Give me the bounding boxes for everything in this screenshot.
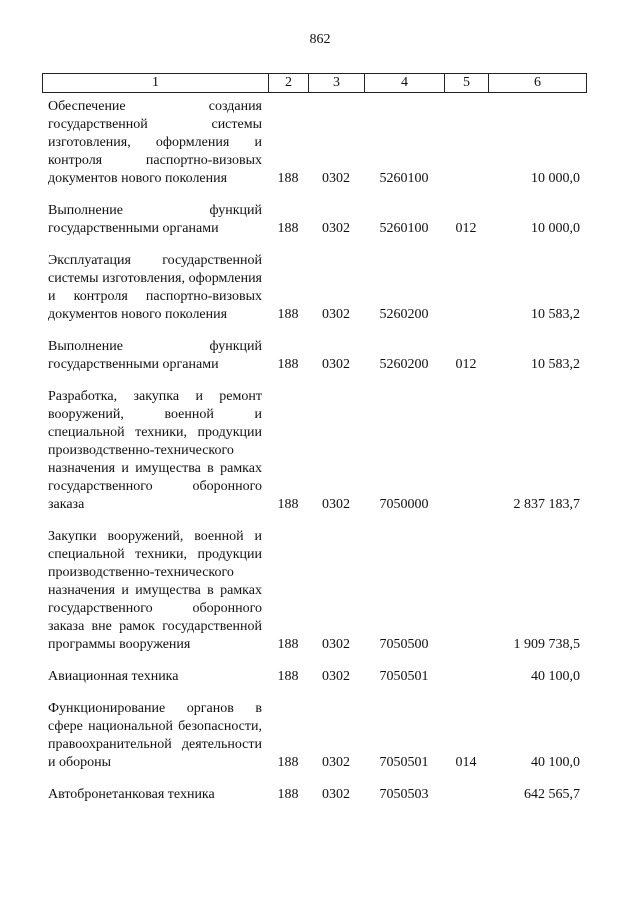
row-amount: 642 565,7: [524, 787, 580, 802]
header-col-3: 3: [309, 74, 365, 93]
row-code-ministry: 188: [277, 171, 299, 186]
row-code-expense-type: [444, 786, 488, 818]
table-row: [42, 338, 586, 388]
row-description: Эксплуатация государственной системы изготовления, оформления и контроля паспортно-визовых документов нового поколения: [48, 253, 262, 322]
row-description: Автобронетанковая техника: [48, 787, 215, 802]
row-code-target: 5260100: [379, 171, 429, 186]
row-code-ministry: 188: [277, 637, 299, 652]
row-code-ministry: 188: [277, 787, 299, 802]
row-code-section: 0302: [322, 357, 350, 372]
row-description: Разработка, закупка и ремонт вооружений, военной и специальной техники, продукции производственно-технического назначения и имущества в рамках государственного оборонного заказа: [48, 389, 262, 512]
row-code-section: 0302: [322, 787, 350, 802]
row-code-ministry: 188: [277, 221, 299, 236]
row-amount: 10 000,0: [531, 171, 580, 186]
header-row: [43, 74, 587, 93]
page-number: 862: [309, 32, 331, 47]
row-code-ministry: 188: [277, 669, 299, 684]
table-row: [42, 202, 586, 252]
row-amount: 2 837 183,7: [513, 497, 580, 512]
row-code-section: 0302: [322, 171, 350, 186]
budget-table: [42, 98, 586, 818]
header-col-1: 1: [43, 74, 269, 93]
table-row: [42, 98, 586, 202]
header-col-4: 4: [365, 74, 445, 93]
row-description: Выполнение функций государственными органами: [48, 339, 262, 372]
table-row: [42, 668, 586, 700]
row-code-expense-type: [444, 668, 488, 700]
row-code-target: 7050501: [379, 669, 429, 684]
row-code-target: 5260200: [379, 307, 429, 322]
table-row: [42, 252, 586, 338]
table-header: [42, 73, 587, 93]
row-code-target: 7050501: [379, 755, 429, 770]
row-description: Закупки вооружений, военной и специальной техники, продукции производственно-технического назначения и имущества в рамках государственного оборонного заказа вне рамок государственной программы вооружения: [48, 529, 262, 652]
row-code-section: 0302: [322, 755, 350, 770]
row-code-section: 0302: [322, 497, 350, 512]
row-code-expense-type: 014: [455, 755, 477, 770]
row-amount: 10 000,0: [531, 221, 580, 236]
table-row: [42, 786, 586, 818]
row-code-target: 7050500: [379, 637, 429, 652]
row-code-section: 0302: [322, 221, 350, 236]
row-code-target: 5260100: [379, 221, 429, 236]
header-col-5: 5: [445, 74, 489, 93]
row-description: Обеспечение создания государственной системы изготовления, оформления и контроля паспортно-визовых документов нового поколения: [48, 99, 262, 186]
row-description: Функционирование органов в сфере национальной безопасности, правоохранительной деятельности и обороны: [48, 701, 262, 770]
row-code-section: 0302: [322, 637, 350, 652]
row-amount: 10 583,2: [531, 307, 580, 322]
row-code-ministry: 188: [277, 497, 299, 512]
row-code-target: 7050503: [379, 787, 429, 802]
row-code-ministry: 188: [277, 357, 299, 372]
row-code-ministry: 188: [277, 307, 299, 322]
row-description: Авиационная техника: [48, 669, 179, 684]
header-col-2: 2: [269, 74, 309, 93]
row-code-section: 0302: [322, 669, 350, 684]
row-amount: 1 909 738,5: [513, 637, 580, 652]
row-description: Выполнение функций государственными органами: [48, 203, 262, 236]
row-code-target: 7050000: [379, 497, 429, 512]
row-amount: 40 100,0: [531, 755, 580, 770]
row-amount: 40 100,0: [531, 669, 580, 684]
row-code-expense-type: 012: [455, 221, 477, 236]
row-code-section: 0302: [322, 307, 350, 322]
row-code-expense-type: [444, 388, 488, 528]
row-code-expense-type: 012: [455, 357, 477, 372]
table-row: [42, 528, 586, 668]
row-amount: 10 583,2: [531, 357, 580, 372]
row-code-target: 5260200: [379, 357, 429, 372]
table-row: [42, 388, 586, 528]
row-code-expense-type: [444, 252, 488, 338]
table-row: [42, 700, 586, 786]
row-code-ministry: 188: [277, 755, 299, 770]
row-code-expense-type: [444, 528, 488, 668]
row-code-expense-type: [444, 98, 488, 202]
header-col-6: 6: [489, 74, 587, 93]
